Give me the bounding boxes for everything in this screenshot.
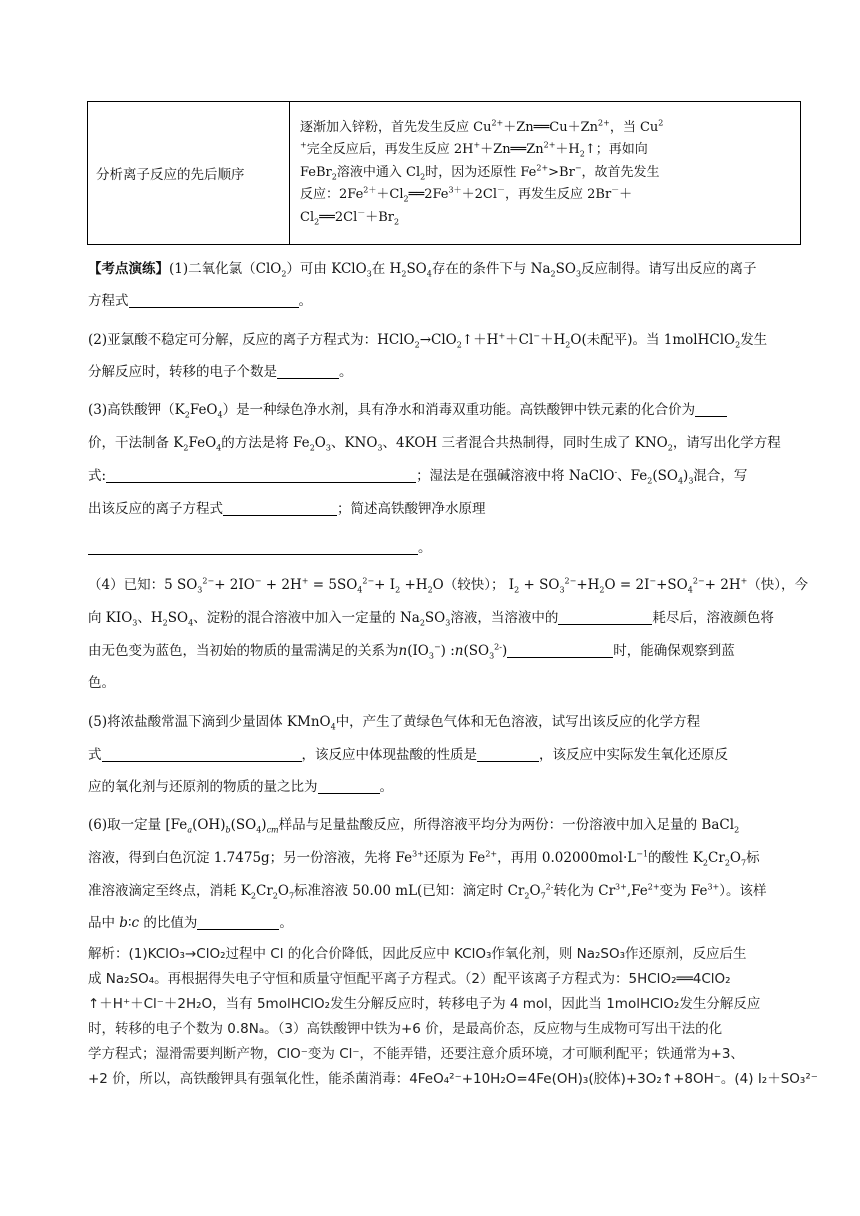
- analysis-line: 时，转移的电子个数为 0.8Nₐ。（3）高铁酸钾中铁为+6 价，是最高价态，反应物与生成物可写出干法的化: [88, 1021, 723, 1037]
- question-2-line1: (2)亚氯酸不稳定可分解，反应的离子方程式为：$HClO_2\to ClO_2↑+H^++Cl^-+H_2O$(未配平)。当 1molHClO$_2$发生: [88, 331, 768, 350]
- answer-blank[interactable]: [223, 497, 337, 516]
- answer-blank[interactable]: [197, 911, 279, 930]
- analysis-line: 成 Na₂SO₄。再根据得失电子守恒和质量守恒配平离子方程式。（2）配平该离子方程式为：5HClO₂══4ClO₂: [88, 971, 731, 987]
- question-1-line2: 方程式 。: [88, 286, 804, 317]
- answer-blank[interactable]: [277, 360, 339, 379]
- answer-blank[interactable]: [477, 743, 539, 762]
- answer-blank[interactable]: [695, 398, 727, 417]
- analysis-line: ↑＋H⁺＋Cl⁻＋2H₂O，当有 5molHClO₂发生分解反应时，转移电子为 4 mol，因此当 1molHClO₂发生分解反应: [88, 996, 761, 1012]
- table-line: FeBr$_2$溶液中通入 $Cl_2$时，因为还原性 $Fe^{2+}>Br^-$，故首先发生: [300, 163, 660, 182]
- question-4-line2: 向 $KIO_3$、$H_2SO_4$、淀粉的混合溶液中加入一定量的 $Na_2SO_3$溶液，当溶液中的 耗尽后，溶液颜色将: [88, 603, 804, 634]
- question-3-line5: 。: [88, 533, 804, 564]
- answer-blank[interactable]: [507, 639, 613, 658]
- analysis-line: 学方程式；湿滑需要判断产物，ClO⁻变为 Cl⁻，不能弄错，还要注意介质环境，才可顺利配平；铁通常为+3、: [88, 1046, 744, 1062]
- question-1-line1: 【考点演练】(1)二氧化氯（ClO$_2$）可由 KClO$_3$在 $H_2SO_4$存在的条件下与 $Na_2SO_3$反应制得。请写出反应的离子: [88, 261, 757, 279]
- analysis-line: 解析：(1)KClO₃→ClO₂过程中 Cl 的化合价降低，因此反应中 KClO₃作氧化剂，则 Na₂SO₃作还原剂，反应后生: [88, 946, 747, 962]
- question-6-line4: 品中 b∶c 的比值为 。: [88, 908, 804, 939]
- table-left-label: 分析离子反应的先后顺序: [96, 167, 245, 183]
- table-left-cell: [88, 102, 290, 245]
- question-3-line2: 价，干法制备 $K_2FeO_4$的方法是将 $Fe_2O_3$、$KNO_3$、4KOH 三者混合共热制得，同时生成了 $KNO_2$，请写出化学方程: [88, 435, 781, 453]
- question-5-line2: 式 ，该反应中体现盐酸的性质是 ，该反应中实际发生氧化还原反: [88, 740, 804, 771]
- question-4-line4: 色。: [88, 675, 115, 691]
- question-5-line3: 应的氧化剂与还原剂的物质的量之比为 。: [88, 772, 804, 803]
- table-line: 反应：$2Fe^{2+}+Cl_2══2Fe^{3+}+2Cl^-$，再发生反应 2Br－＋: [300, 185, 633, 204]
- question-3-line4: 出该反应的离子方程式 ；简述高铁酸钾净水原理: [88, 494, 804, 525]
- question-4-line3: 由无色变为蓝色，当初始的物质的量需满足的关系为$n(IO_3^-)$ $:n(SO_3^{2-})$ 时，能确保观察到蓝: [88, 636, 804, 667]
- question-6-line3: 准溶液滴定至终点，消耗 $K_2Cr_2O_7$标准溶液 50.00 mL(已知：滴定时 $Cr_2O_7^{2-}$转化为 $Cr^{3+},Fe^{2+}$变为 $Fe^{3+}$）。该样: [88, 882, 767, 901]
- answer-blank[interactable]: [88, 536, 418, 555]
- question-5-line1: (5)将浓盐酸常温下滴到少量固体 KMnO$_4$中，产生了黄绿色气体和无色溶液，试写出该反应的化学方程: [88, 714, 701, 732]
- table-row: [88, 102, 801, 245]
- question-2-line2: 分解反应时，转移的电子个数是 。: [88, 357, 804, 388]
- question-3-line3: 式: ；湿法是在强碱溶液中将 NaClO-、$Fe_2(SO_4)_3$混合，写: [88, 461, 804, 492]
- answer-blank[interactable]: [129, 289, 299, 308]
- question-6-line2: 溶液，得到白色沉淀 1.7475g；另一份溶液，先将 $Fe^{3+}$还原为 $Fe^{2+}$，再用 $0.02000mol\cdot L^{-1}$的酸性 $K_2Cr_2O_7$标: [88, 849, 760, 868]
- question-4-line1: （4）已知：5 $SO_3^{2-}+ 2IO^- + 2H^+ = 5SO_4^{2-}+ I_2 +H_2O$（较快）； $I_2 + SO_3^{2-}+H_2O = 2I^-+SO_4^{2-}+ 2H^+$（快），今: [88, 576, 809, 595]
- table-line: $Cl_2══2Cl^-+Br_2$: [300, 208, 400, 227]
- table-line: +完全反应后，再发生反应 $2H^++Zn══Zn^{2+}+H_2↑$；再如向: [300, 140, 648, 159]
- question-6-line1: (6)取一定量 [$Fe_a(OH)_b(SO_4)_{cm}$样品与足量盐酸反应，所得溶液平均分为两份：一份溶液中加入足量的 BaCl$_2$: [88, 817, 740, 835]
- analysis-line: +2 价，所以，高铁酸钾具有强氧化性，能杀菌消毒：4FeO₄²⁻+10H₂O=4Fe(OH)₃(胶体)+3O₂↑+8OH⁻。(4) I₂＋SO₃²⁻: [88, 1071, 818, 1087]
- ion-reaction-order-table: [87, 101, 801, 245]
- answer-blank[interactable]: [102, 743, 302, 762]
- table-right-cell: [290, 102, 801, 245]
- table-line: 逐渐加入锌粉，首先发生反应 $Cu^{2+}+Zn══Cu+Zn^{2+}$，当 Cu$^2$: [300, 118, 664, 135]
- question-3-line1: (3)高铁酸钾$(K_2FeO_4)$是一种绿色净水剂，具有净水和消毒双重功能。高铁酸钾中铁元素的化合价为: [88, 395, 804, 426]
- answer-blank[interactable]: [318, 775, 380, 794]
- answer-blank[interactable]: [106, 464, 416, 483]
- answer-blank[interactable]: [558, 606, 652, 625]
